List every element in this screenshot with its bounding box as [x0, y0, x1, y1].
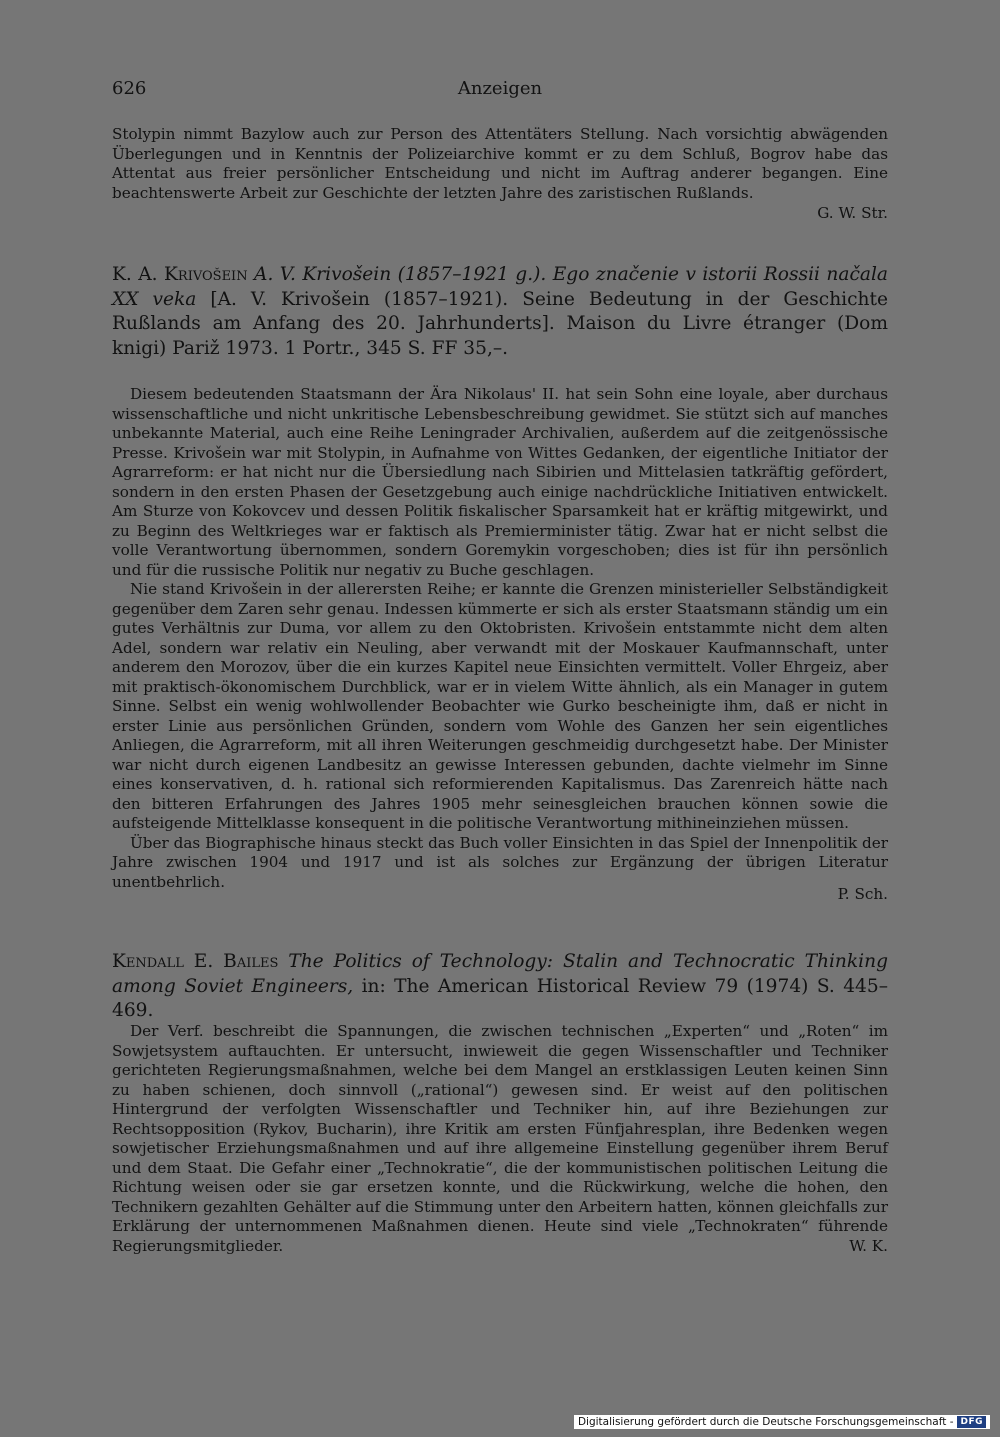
- page-header: [112, 78, 888, 106]
- review2-title: A. V. Krivošein (1857–1921 g.). Ego značenie v istorii Rossii načala XX veka: [112, 264, 888, 310]
- review1-body: [112, 125, 888, 203]
- review2-body: [112, 385, 888, 892]
- dfg-logo-icon: DFG: [957, 1416, 986, 1428]
- footer-credit: [574, 1415, 990, 1429]
- running-head: Anzeigen: [457, 78, 543, 99]
- review3-signature: W. K.: [849, 1237, 888, 1255]
- review2-author-surname: Krivošein: [164, 264, 248, 285]
- review2-heading: [112, 263, 888, 361]
- review3-bibliographic-details: in: The American Historical Review 79 (1974) S. 445–469.: [112, 975, 888, 1021]
- review3-heading: [112, 950, 888, 1024]
- review2-signature: P. Sch.: [837, 885, 888, 903]
- review3-body: [112, 1022, 888, 1256]
- review2-paragraph: Diesem bedeutenden Staatsmann der Ära Nikolaus' II. hat sein Sohn eine loyale, aber durchaus wissenschaftliche und nicht unkritische Lebensbeschreibung gewidmet. Sie stützt sich auf manches unbekannte Material, auch eine Reihe Leningrader Archivalien, außerdem auf die zeitgenössische Presse. Krivošein war mit Stolypin, in Aufnahme von Wittes Gedanken, der eigentliche Initiator der Agrarreform: er hat nicht nur die Übersiedlung nach Sibirien und Mittelasien tatkräftig gefördert, sondern in den ersten Phasen der Gesetzgebung auch einige nachdrückliche Initiativen entwickelt. Am Sturze von Kokovcev und dessen Politik fiskalischer Sparsamkeit hat er kräftig mitgewirkt, und zu Beginn des Weltkrieges war er faktisch als Premierminister tätig. Zwar hat er nicht selbst die volle Verantwortung übernommen, sondern Goremykin vorgeschoben; dies ist für ihn persönlich und für die russische Politik nur negativ zu Buche geschlagen.: [112, 385, 888, 579]
- review2-bibliographic-details: [A. V. Krivošein (1857–1921). Seine Bedeutung in der Geschichte Rußlands am Anfang des 20. Jahrhunderts]. Maison du Livre étranger (Dom knigi) Pariž 1973. 1 Portr., 345 S. FF 35,–.: [112, 288, 888, 359]
- page-number: 626: [112, 78, 147, 99]
- review3-paragraph: Der Verf. beschreibt die Spannungen, die zwischen technischen „Experten“ und „Roten“ im Sowjetsystem auftauchten. Er untersucht, inwieweit die gegen Wissenschaftler und Techniker gerichteten Regierungsmaßnahmen, welche bei dem Mangel an erstklassigen Leuten keinen Sinn zu haben schienen, doch sinnvoll („rational“) gewesen sind. Er weist auf den politischen Hintergrund der verfolgten Wissenschaftler und Techniker hin, auf ihre Beziehungen zur Rechtsopposition (Rykov, Bucharin), ihre Kritik am ersten Fünfjahresplan, ihre Bedenken wegen sowjetischer Erziehungsmaßnahmen und auf ihre allgemeine Einstellung gegenüber ihrem Beruf und dem Staat. Die Gefahr einer „Technokratie“, die der kommunistischen politischen Leitung die Richtung weisen oder sie gar ersetzen konnte, und die Rückwirkung, welche die hohen, den Technikern gezahlten Gehälter auf die Stimmung unter den Arbeitern hatten, können gleichfalls zur Erklärung der unternommenen Maßnahmen dienen. Heute sind viele „Technokraten“ führende Regierungsmitglieder.: [112, 1022, 888, 1255]
- review2-paragraph: Nie stand Krivošein in der allerersten Reihe; er kannte die Grenzen ministerieller Selbständigkeit gegenüber dem Zaren sehr genau. Indessen kümmerte er sich als erster Staatsmann ständig um ein gutes Verhältnis zur Duma, vor allem zu den Oktobristen. Krivošein entstammte nicht dem alten Adel, sondern war relativ ein Neuling, aber verwandt mit der Moskauer Kaufmannschaft, unter anderem den Morozov, über die ein kurzes Kapitel neue Einsichten vermittelt. Voller Ehrgeiz, aber mit praktisch-ökonomischem Durchblick, war er in vielem Witte ähnlich, als ein Manager in gutem Sinne. Selbst ein wenig wohlwollender Beobachter wie Gurko bescheinigte ihm, daß er nicht in erster Linie aus persönlichen Gründen, sondern vom Wohle des Ganzen her sein eigentliches Anliegen, die Agrarreform, mit all ihren Weiterungen geschmeidig durchgesetzt habe. Der Minister war nicht durch eigenen Landbesitz an gewisse Interessen gebunden, dachte vielmehr im Sinne eines konservativen, d. h. rational sich reformierenden Kapitalismus. Das Zarenreich hätte nach den bitteren Erfahrungen des Jahres 1905 mehr seinesgleichen brauchen können sowie die aufsteigende Mittelklasse konsequent in die politische Verantwortung mithineinziehen müssen.: [112, 580, 888, 832]
- review3-author: Kendall E. Bailes: [112, 951, 279, 972]
- review1-paragraph: Stolypin nimmt Bazylow auch zur Person des Attentäters Stellung. Nach vorsichtig abwägenden Überlegungen und in Kenntnis der Polizeiarchive kommt er zu dem Schluß, Bogrov habe das Attentat aus freier persönlicher Entscheidung und nicht im Auftrag anderer begangen. Eine beachtenswerte Arbeit zur Geschichte der letzten Jahre des zaristischen Rußlands.: [112, 125, 888, 202]
- footer-text: Digitalisierung gefördert durch die Deutsche Forschungsgemeinschaft -: [577, 1416, 954, 1428]
- review2-author-initials: K. A.: [112, 264, 165, 285]
- review3-title: The Politics of Technology: Stalin and Technocratic Thinking among Soviet Engineers,: [112, 951, 888, 997]
- review1-signature: G. W. Str.: [817, 204, 888, 222]
- review2-paragraph: Über das Biographische hinaus steckt das Buch voller Einsichten in das Spiel der Innenpolitik der Jahre zwischen 1904 und 1917 und ist als solches zur Ergänzung der übrigen Literatur unentbehrlich.: [112, 833, 888, 891]
